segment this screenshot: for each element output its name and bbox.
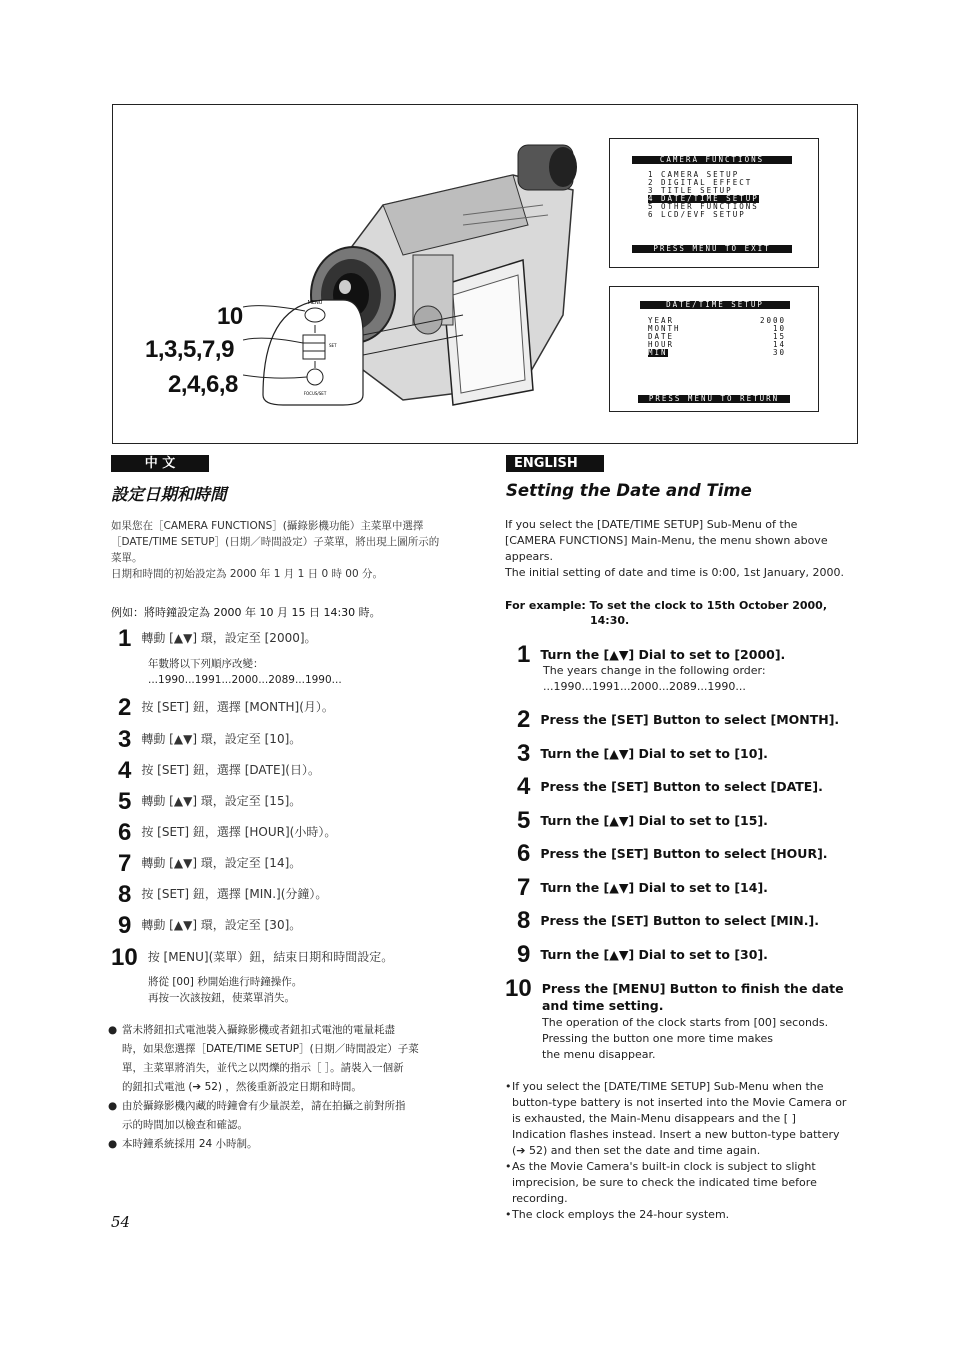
english-step-3 — [517, 740, 768, 767]
intro-line: appears. — [505, 550, 553, 563]
note-line: 時，如果您選擇［DATE/TIME SETUP］(日期／時間設定）子菜 — [122, 1043, 419, 1055]
chinese-step10-sub — [148, 974, 302, 1006]
chinese-step-4 — [118, 757, 320, 784]
note-line: recording. — [512, 1192, 568, 1205]
note-line: 本時鐘系統採用 24 小時制。 — [122, 1138, 258, 1150]
note-line: 當未將鈕扣式電池裝入攝錄影機或者鈕扣式電池的電量耗盡 — [122, 1024, 395, 1036]
chinese-step-10 — [111, 944, 394, 971]
date-time-setup-menu — [609, 286, 819, 412]
chinese-intro-line: 如果您在［CAMERA FUNCTIONS］(攝錄影機功能）主菜單中選擇 — [111, 520, 424, 532]
intro-line: The initial setting of date and time is 0:00, 1st January, 2000. — [505, 566, 844, 579]
english-step-8 — [517, 907, 819, 934]
step-number: 7 — [118, 850, 132, 877]
chinese-note: ● 當未將鈕扣式電池裝入攝錄影機或者鈕扣式電池的電量耗盡 時，如果您選擇［DATE/TIME SETUP］(日期／時間設定）子菜 單，主菜單將消失，並代之以閃爍的指示［ ］。請裝入一個新 的鈕扣式電池 (➔ 52) ，然後重新設定日期和時間。 — [108, 1021, 468, 1097]
intro-line: [CAMERA FUNCTIONS] Main-Menu, the menu shown above — [505, 534, 828, 547]
step-text: 按 [SET] 鈕，選擇 [DATE](日）。 — [141, 763, 320, 777]
sub-line: the menu disappear. — [542, 1048, 656, 1061]
example-line: For example: To set the clock to 15th October 2000, — [505, 599, 828, 612]
menu1-item: 6 LCD/EVF SETUP — [648, 210, 746, 219]
step-text: 轉動 [▲▼] 環，設定至 [2000]。 — [141, 631, 317, 645]
step-number: 9 — [118, 912, 132, 939]
english-step-6 — [517, 840, 828, 867]
chinese-intro-line: 日期和時間的初始設定為 2000 年 1 月 1 日 0 時 00 分。 — [111, 568, 383, 580]
english-notes — [505, 1079, 865, 1223]
menu1-item: 2 DIGITAL EFFECT — [648, 178, 753, 187]
menu2-label-selected: MIN — [648, 348, 668, 357]
chinese-step-8 — [118, 881, 328, 908]
chinese-note: ● 由於攝錄影機內藏的時鐘會有少量誤差，請在拍攝之前對所指 示的時間加以檢查和確認。 — [108, 1097, 468, 1135]
step-text: 轉動 [▲▼] 環，設定至 [30]。 — [141, 918, 302, 932]
english-note: • As the Movie Camera's built-in clock is subject to slight imprecision, be sure to check the indicated time before recording. — [505, 1159, 865, 1207]
set-label: SET — [329, 343, 337, 348]
menu2-header: DATE/TIME SETUP — [640, 301, 790, 309]
note-line: If you select the [DATE/TIME SETUP] Sub-Menu when the — [512, 1080, 824, 1093]
chinese-step-3 — [118, 726, 302, 753]
chinese-intro — [111, 518, 471, 582]
sub-line: ...1990...1991...2000...2089...1990... — [148, 674, 342, 686]
menu-label: MENU — [307, 300, 323, 306]
chinese-step-6 — [118, 819, 337, 846]
menu2-value: 15 — [772, 332, 786, 341]
chinese-section-tag: 中 文 — [111, 455, 209, 472]
step-number: 6 — [517, 840, 531, 867]
english-step-7 — [517, 874, 768, 901]
chinese-intro-line: 菜單。 — [111, 552, 143, 564]
step-text: Press the [SET] Button to select [DATE]. — [540, 779, 823, 794]
english-step-2 — [517, 706, 840, 733]
menu1-item-selected: 4 DATE/TIME SETUP — [648, 194, 759, 203]
callout-step10: 10 — [217, 303, 243, 330]
menu1-item: 1 CAMERA SETUP — [648, 170, 740, 179]
chinese-example: 例如：將時鐘設定為 2000 年 10 月 15 日 14:30 時。 — [111, 606, 381, 619]
illustration-frame — [112, 104, 858, 444]
menu2-footer: PRESS MENU TO RETURN — [638, 395, 790, 403]
note-line: button-type battery is not inserted into the Movie Camera or — [512, 1096, 847, 1109]
chinese-intro-line: ［DATE/TIME SETUP］(日期／時間設定）子菜單，將出現上圖所示的 — [111, 536, 440, 548]
callout-even-steps: 2,4,6,8 — [168, 371, 238, 398]
menu1-footer: PRESS MENU TO EXIT — [632, 245, 792, 253]
menu2-labels — [648, 317, 681, 357]
step-text: Turn the [▲▼] Dial to set to [15]. — [540, 813, 768, 828]
note-line: 由於攝錄影機內藏的時鐘會有少量誤差，請在拍攝之前對所指 — [122, 1100, 406, 1112]
step-number: 1 — [517, 641, 531, 668]
control-callout — [243, 295, 473, 415]
step-text: 按 [SET] 鈕，選擇 [MIN.](分鐘）。 — [141, 887, 328, 901]
chinese-step-1 — [118, 625, 317, 652]
step-number: 10 — [505, 975, 532, 1002]
step-number: 4 — [118, 757, 132, 784]
step-number: 4 — [517, 773, 531, 800]
step-number: 2 — [517, 706, 531, 733]
menu2-value: 14 — [772, 340, 786, 349]
menu1-item-list — [648, 171, 759, 219]
page-number: 54 — [111, 1213, 131, 1231]
step-number: 2 — [118, 694, 132, 721]
step-number: 6 — [118, 819, 132, 846]
step-text: 按 [SET] 鈕，選擇 [HOUR](小時）。 — [141, 825, 337, 839]
step-text: 按 [SET] 鈕，選擇 [MONTH](月）。 — [141, 700, 334, 714]
english-example — [505, 598, 827, 628]
step-text: Turn the [▲▼] Dial to set to [10]. — [540, 746, 768, 761]
step-number: 8 — [118, 881, 132, 908]
english-title: Setting the Date and Time — [506, 481, 752, 500]
sub-line: The operation of the clock starts from [00] seconds. — [542, 1016, 829, 1029]
sub-line: 年數將以下列順序改變： — [148, 658, 264, 670]
step-text: 按 [MENU](菜單）鈕，結束日期和時間設定。 — [147, 950, 394, 964]
note-line: (➔ 52) and then set the date and time again. — [512, 1144, 761, 1157]
english-step-10 — [505, 975, 844, 1002]
dial-label: FOCUS/SET — [303, 391, 327, 396]
step-number: 3 — [118, 726, 132, 753]
chinese-note: ● 本時鐘系統採用 24 小時制。 — [108, 1135, 468, 1154]
menu1-header: CAMERA FUNCTIONS — [632, 156, 792, 164]
note-line: 單，主菜單將消失，並代之以閃爍的指示［ ］。請裝入一個新 — [122, 1062, 404, 1074]
english-note: • The clock employs the 24-hour system. — [505, 1207, 865, 1223]
english-step1-sub — [543, 663, 766, 695]
english-note: • If you select the [DATE/TIME SETUP] Sub-Menu when the button-type battery is not inserted into the Movie Camera or is exhausted, the Main-Menu disappears and the [ ] Indication flashes instead. Insert a new button-type battery (➔ 52) and then set the date and time again. — [505, 1079, 865, 1159]
sub-line: 將從 [00] 秒開始進行時鐘操作。 — [148, 976, 303, 988]
chinese-step-2 — [118, 694, 334, 721]
step-number: 9 — [517, 941, 531, 968]
chinese-step1-sub — [148, 656, 342, 688]
step-text: Turn the [▲▼] Dial to set to [14]. — [540, 880, 768, 895]
step-text: 轉動 [▲▼] 環，設定至 [10]。 — [141, 732, 302, 746]
camera-functions-menu — [609, 138, 819, 268]
english-step-4 — [517, 773, 823, 800]
menu2-value: 10 — [772, 324, 786, 333]
menu2-label: MONTH — [648, 324, 681, 333]
english-step-5 — [517, 807, 768, 834]
english-step10-continued: and time setting. — [542, 998, 664, 1013]
chinese-step-5 — [118, 788, 302, 815]
note-line: The clock employs the 24-hour system. — [512, 1208, 730, 1221]
menu2-value: 30 — [772, 348, 786, 357]
step-text: Press the [SET] Button to select [MONTH]. — [540, 712, 840, 727]
english-intro — [505, 517, 865, 581]
callout-odd-steps: 1,3,5,7,9 — [145, 336, 234, 363]
step-text: Press the [SET] Button to select [HOUR]. — [540, 846, 828, 861]
note-line: 的鈕扣式電池 (➔ 52) ，然後重新設定日期和時間。 — [122, 1081, 362, 1093]
chinese-notes — [108, 1021, 468, 1154]
menu1-item: 3 TITLE SETUP — [648, 186, 733, 195]
sub-line: The years change in the following order: — [543, 664, 766, 677]
step-number: 8 — [517, 907, 531, 934]
note-line: Indication flashes instead. Insert a new button-type battery — [512, 1128, 840, 1141]
step-text: Press the [SET] Button to select [MIN.]. — [540, 913, 819, 928]
intro-line: If you select the [DATE/TIME SETUP] Sub-Menu of the — [505, 518, 798, 531]
english-step10-sub — [542, 1015, 828, 1063]
step-text: Press the [MENU] Button to finish the date — [541, 981, 844, 996]
chinese-step-9 — [118, 912, 302, 939]
note-line: imprecision, be sure to check the indicated time before — [512, 1176, 817, 1189]
sub-line: 再按一次該按鈕，使菜單消失。 — [148, 992, 295, 1004]
note-line: is exhausted, the Main-Menu disappears and the [ ] — [512, 1112, 796, 1125]
menu2-label: YEAR — [648, 316, 675, 325]
menu1-item: 5 OTHER FUNCTIONS — [648, 202, 759, 211]
chinese-title: 設定日期和時間 — [111, 485, 227, 504]
note-line: As the Movie Camera's built-in clock is subject to slight — [512, 1160, 816, 1173]
sub-line: Pressing the button one more time makes — [542, 1032, 774, 1045]
menu2-label: DATE — [648, 332, 675, 341]
step-text: Turn the [▲▼] Dial to set to [2000]. — [540, 647, 786, 662]
chinese-step-7 — [118, 850, 302, 877]
step-number: 5 — [517, 807, 531, 834]
example-line: 14:30. — [590, 614, 630, 627]
step-number: 7 — [517, 874, 531, 901]
english-step-9 — [517, 941, 768, 968]
step-number: 5 — [118, 788, 132, 815]
step-number: 3 — [517, 740, 531, 767]
menu2-label: HOUR — [648, 340, 675, 349]
menu2-values — [750, 317, 786, 357]
note-line: 示的時間加以檢查和確認。 — [122, 1119, 248, 1131]
menu2-value: 2000 — [759, 316, 786, 325]
english-section-tag: ENGLISH — [506, 455, 604, 472]
step-number: 1 — [118, 625, 132, 652]
step-text: 轉動 [▲▼] 環，設定至 [14]。 — [141, 856, 302, 870]
sub-line: ...1990...1991...2000...2089...1990... — [543, 680, 746, 693]
step-number: 10 — [111, 944, 138, 971]
step-text: 轉動 [▲▼] 環，設定至 [15]。 — [141, 794, 302, 808]
step-text: Turn the [▲▼] Dial to set to [30]. — [540, 947, 768, 962]
